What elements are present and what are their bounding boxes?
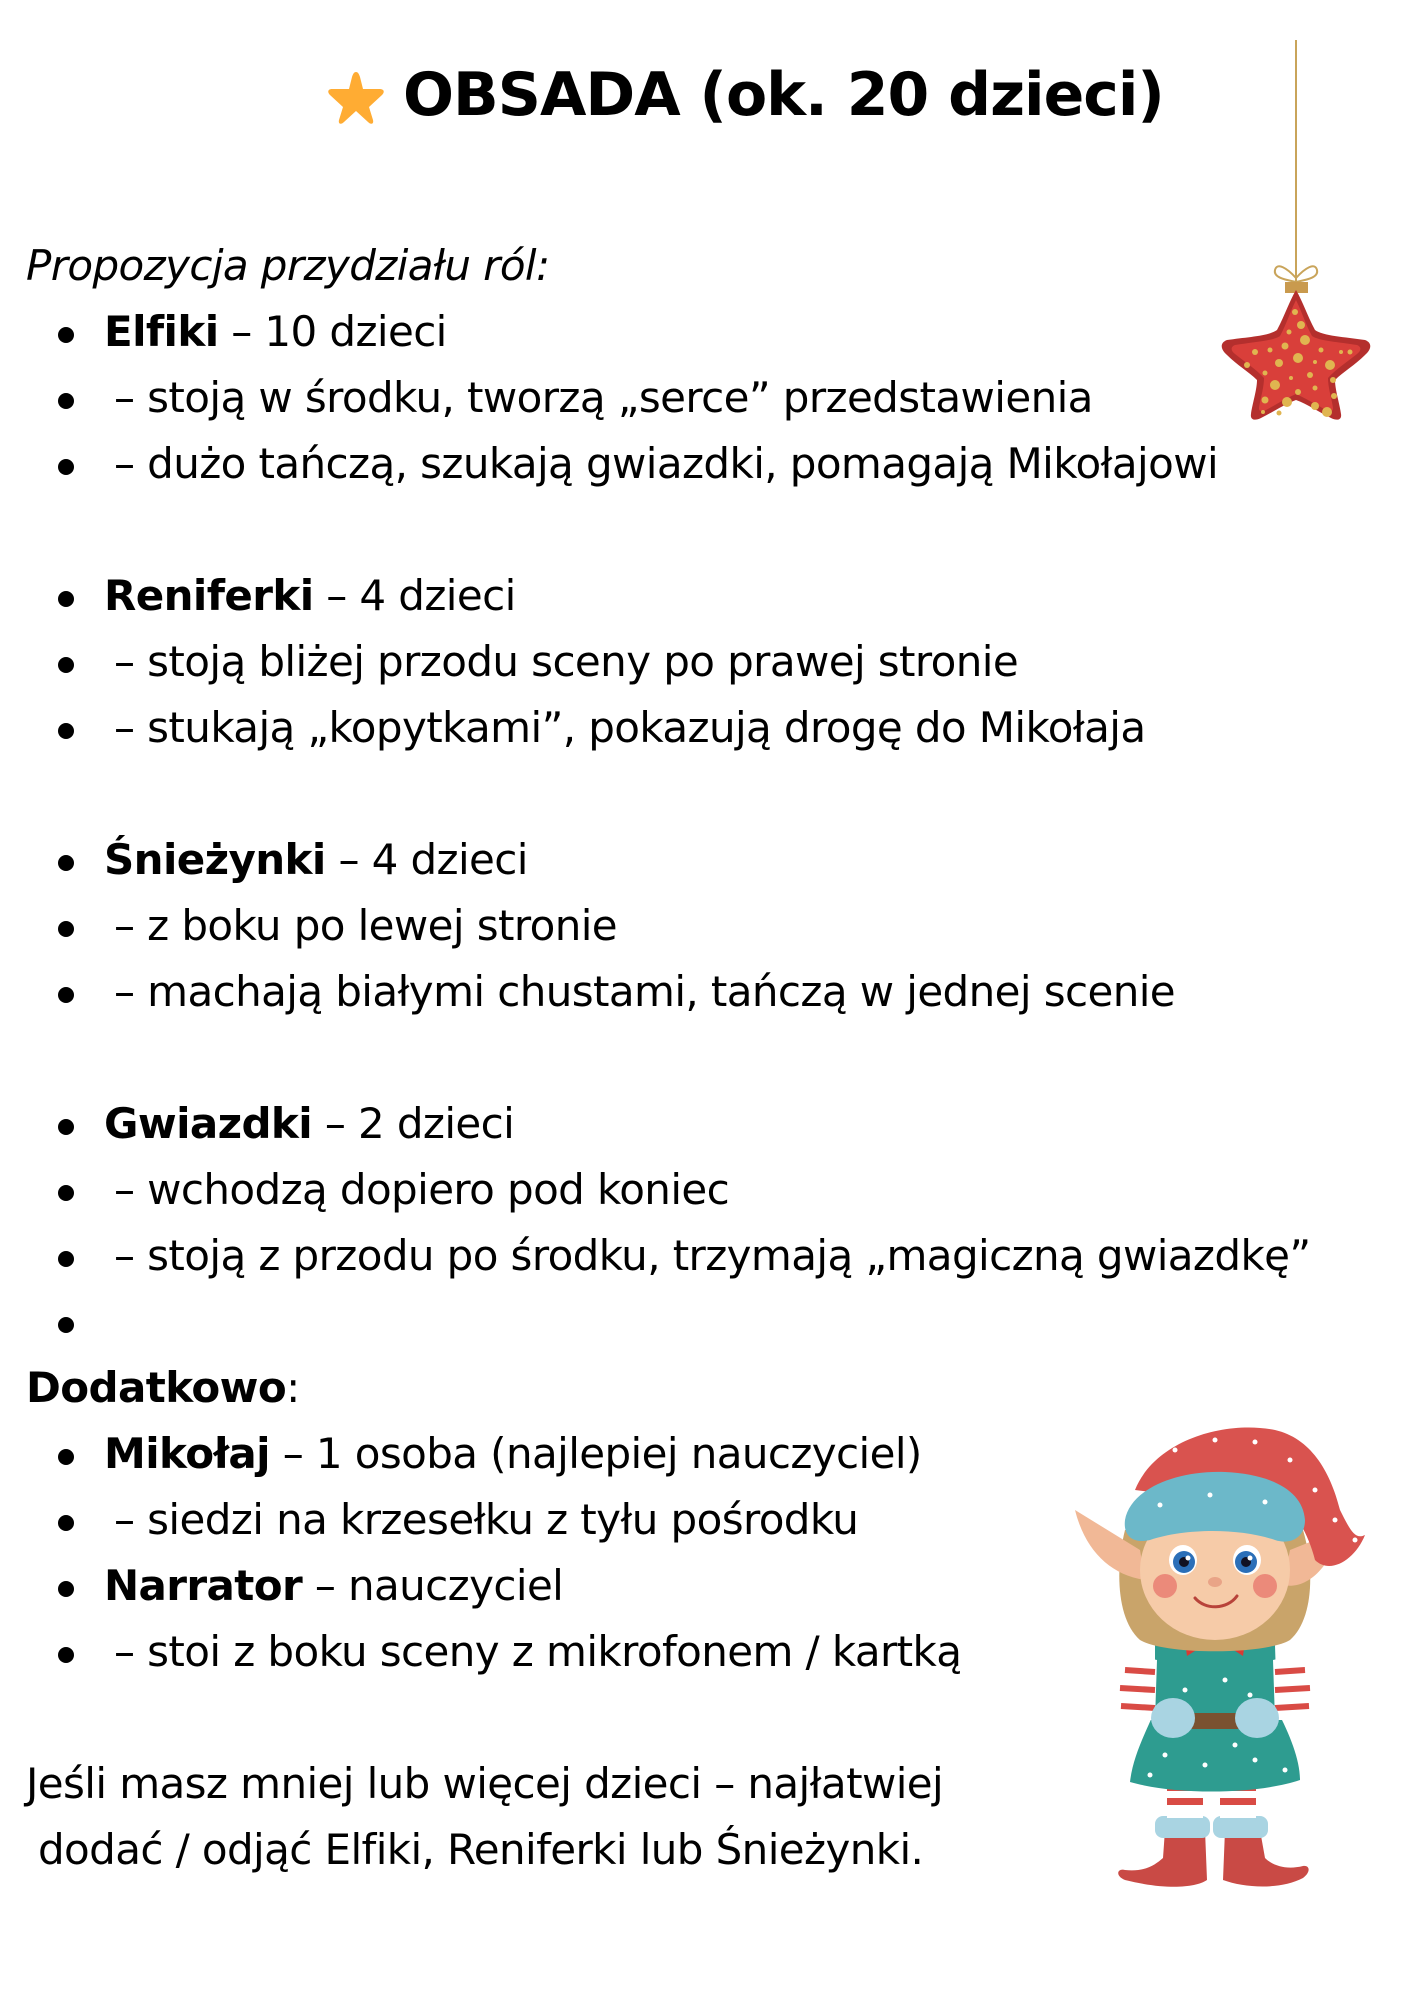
role-detail: – stoją w środku, tworzą „serce” przedstawienia bbox=[114, 373, 1093, 422]
role-detail: – z boku po lewej stronie bbox=[114, 901, 618, 950]
role-count: – 2 dzieci bbox=[312, 1099, 515, 1148]
role-name: Elfiki bbox=[104, 307, 219, 356]
role-name: Narrator bbox=[104, 1561, 303, 1610]
role-detail: – dużo tańczą, szukają gwiazdki, pomagają Mikołajowi bbox=[114, 439, 1219, 488]
footer-note-line-1: Jeśli masz mniej lub więcej dzieci – najłatwiej bbox=[26, 1759, 944, 1808]
role-detail: – wchodzą dopiero pod koniec bbox=[114, 1165, 730, 1214]
role-detail: – machają białymi chustami, tańczą w jednej scenie bbox=[114, 967, 1176, 1016]
role-detail: – stukają „kopytkami”, pokazują drogę do Mikołaja bbox=[114, 703, 1146, 752]
bullet-icon bbox=[58, 1317, 74, 1333]
elf-girl-illustration bbox=[1055, 1410, 1385, 1905]
role-detail: – stoją bliżej przodu sceny po prawej stronie bbox=[114, 637, 1019, 686]
page-title: OBSADA (ok. 20 dzieci) bbox=[403, 60, 1164, 130]
role-detail: – stoją z przodu po środku, trzymają „magiczną gwiazdkę” bbox=[114, 1231, 1311, 1280]
bullet-icon bbox=[58, 591, 74, 607]
role-name: Gwiazdki bbox=[104, 1099, 313, 1148]
role-count: – 4 dzieci bbox=[325, 835, 528, 884]
heading-text: Dodatkowo bbox=[26, 1363, 287, 1412]
role-detail: – siedzi na krzesełku z tyłu pośrodku bbox=[114, 1495, 859, 1544]
star-icon bbox=[327, 70, 385, 124]
role-name: Mikołaj bbox=[104, 1429, 270, 1478]
bullet-icon bbox=[58, 1647, 74, 1663]
bullet-icon bbox=[58, 1185, 74, 1201]
bullet-icon bbox=[58, 1581, 74, 1597]
bullet-icon bbox=[58, 723, 74, 739]
footer-note-line-2: dodać / odjąć Elfiki, Reniferki lub Śnieżynki. bbox=[38, 1825, 924, 1874]
role-name: Śnieżynki bbox=[104, 835, 326, 884]
role-count: – 4 dzieci bbox=[313, 571, 516, 620]
bullet-icon bbox=[58, 987, 74, 1003]
bullet-icon bbox=[58, 459, 74, 475]
role-desc: – nauczyciel bbox=[302, 1561, 564, 1610]
bullet-icon bbox=[58, 657, 74, 673]
role-name: Reniferki bbox=[104, 571, 314, 620]
role-desc: – 1 osoba (najlepiej nauczyciel) bbox=[269, 1429, 922, 1478]
role-detail: – stoi z boku sceny z mikrofonem / kartką bbox=[114, 1627, 962, 1676]
bullet-icon bbox=[58, 1119, 74, 1135]
bullet-icon bbox=[58, 1515, 74, 1531]
role-count: – 10 dzieci bbox=[218, 307, 447, 356]
bullet-icon bbox=[58, 1251, 74, 1267]
bullet-icon bbox=[58, 921, 74, 937]
bullet-icon bbox=[58, 393, 74, 409]
bullet-icon bbox=[58, 855, 74, 871]
bullet-icon bbox=[58, 1449, 74, 1465]
hanging-star-ornament-icon bbox=[1215, 40, 1375, 425]
intro-text: Propozycja przydziału ról: bbox=[26, 241, 550, 290]
heading-colon: : bbox=[286, 1363, 300, 1412]
section-heading-additional bbox=[26, 1355, 300, 1421]
bullet-icon bbox=[58, 327, 74, 343]
